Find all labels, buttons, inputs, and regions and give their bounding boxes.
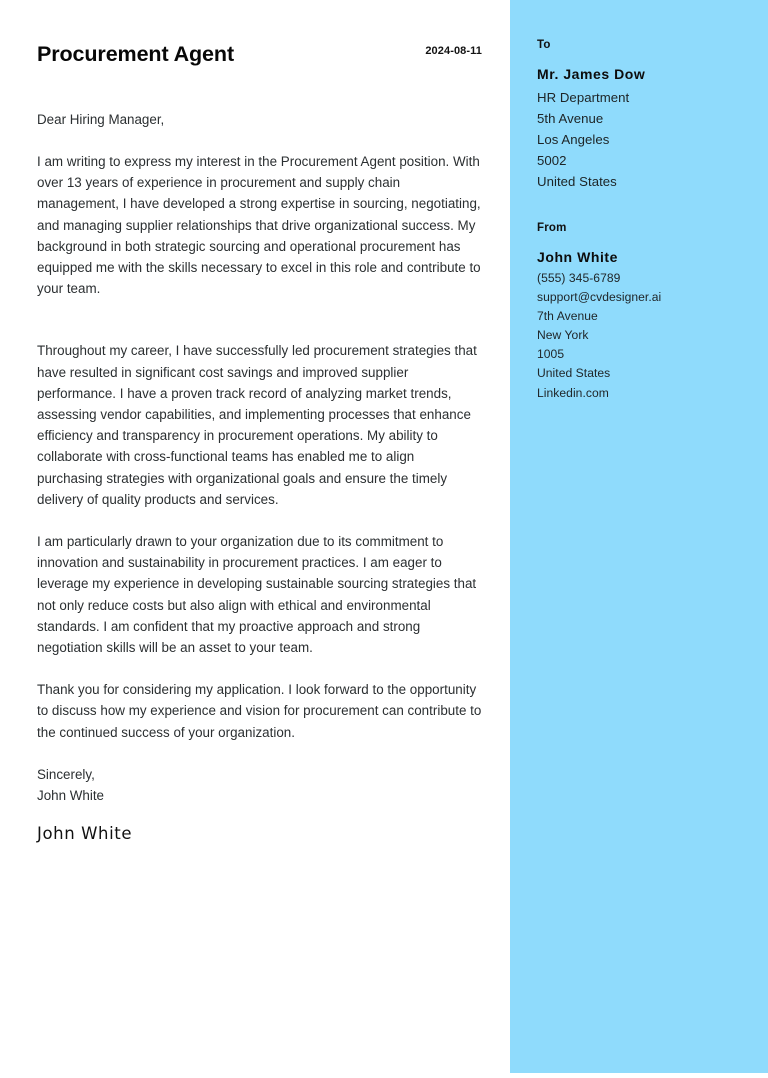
sender-country: United States (537, 366, 611, 381)
closing-name: John White (37, 787, 104, 803)
sender-city: New York (537, 328, 589, 343)
letter-header (37, 41, 482, 87)
sender-phone: (555) 345-6789 (537, 271, 621, 285)
page-title: Procurement Agent (37, 42, 235, 66)
letter-content-column (37, 0, 482, 846)
contact-sidebar (510, 0, 768, 1073)
sender-linkedin: Linkedin.com (537, 385, 609, 400)
letter-salutation: Dear Hiring Manager, (37, 112, 165, 127)
letter-paragraph-2: Throughout my career, I have successfully led procurement strategies that have resulted in significant cost savings and improved supplier performance. I have a proven track record of analyzing market trends, assessing vendor capabilities, and implementing processes that enhance efficiency and transparency in procurement operations. My ability to collaborate with cross-functional teams has enabled me to align purchasing strategies with organizational goals and ensure the timely delivery of quality products and services. (37, 343, 477, 507)
signature: John White (37, 823, 133, 843)
sender-heading: From (537, 222, 567, 234)
letter-paragraph-4: Thank you for considering my application. I look forward to the opportunity to discuss how my experience and vision for procurement can contribute to the continued success of your organization. (37, 682, 482, 740)
sender-name: John White (537, 249, 618, 265)
letter-paragraph-3: I am particularly drawn to your organization due to its commitment to innovation and sustainability in procurement practices. I am eager to leverage my experience in developing sustainable sourcing strategies that not only reduce costs but also align with ethical and environmental standards. I am confident that my proactive approach and strong negotiation skills will be an asset to your team. (37, 534, 477, 656)
recipient-line: United States (537, 174, 617, 189)
closing-phrase: Sincerely, (37, 766, 95, 782)
recipient-line: 5th Avenue (537, 111, 604, 126)
recipient-line: Los Angeles (537, 132, 610, 147)
letter-closing (37, 764, 482, 806)
sender-postcode: 1005 (537, 347, 565, 362)
sender-email: support@cvdesigner.ai (537, 290, 662, 305)
recipient-block (537, 38, 768, 192)
recipient-line: HR Department (537, 90, 630, 105)
recipient-line: 5002 (537, 153, 567, 168)
letter-date: 2024-08-11 (425, 45, 482, 57)
sender-block (537, 221, 768, 403)
recipient-name: Mr. James Dow (537, 66, 646, 82)
letter-paragraph-1: I am writing to express my interest in the Procurement Agent position. With over 13 years of experience in procurement and supply chain management, I have developed a strong expertise in sourcing, negotiating, and managing supplier relationships that drive organizational success. My background in both strategic sourcing and operational procurement has equipped me with the skills necessary to excel in this role and contribute to your team. (37, 154, 481, 297)
sender-street: 7th Avenue (537, 309, 598, 324)
recipient-heading: To (537, 39, 551, 51)
